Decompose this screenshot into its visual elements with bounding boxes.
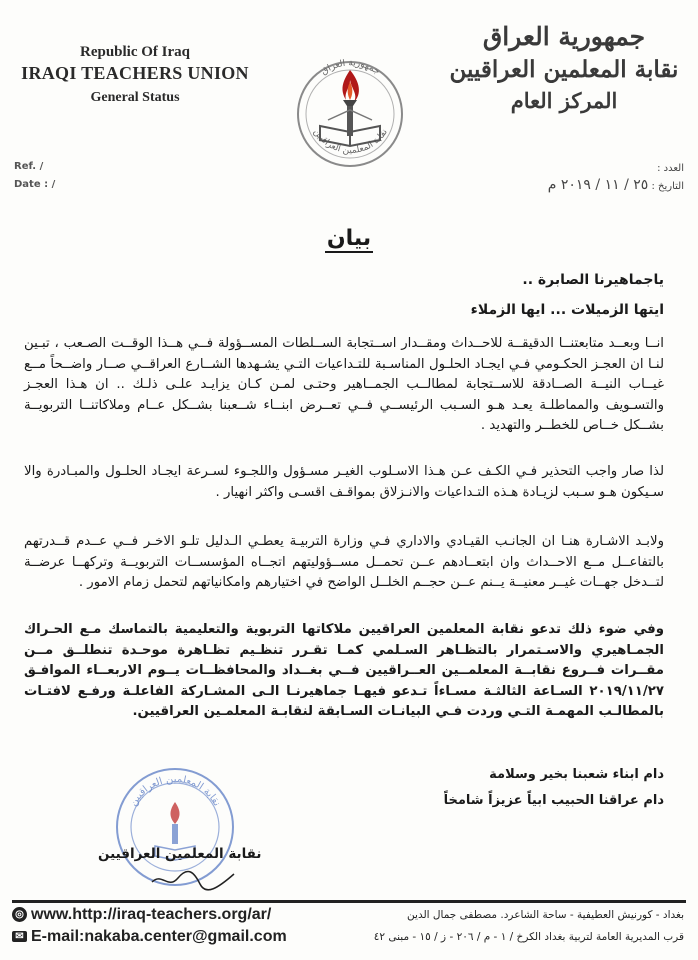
globe-icon: ◎	[12, 907, 27, 922]
republic-of-iraq-ar: جمهورية العراق	[482, 22, 646, 51]
footer-divider	[12, 900, 686, 903]
logo-top-text: جمهورية العراق	[319, 58, 382, 78]
footer-address-line-1: بغداد - كورنيش العطيفية - ساحة الشاعرد. مصطفى جمال الدين	[407, 909, 684, 921]
paragraph-3: ولابـد الاشـارة هنـا ان الجانـب القيـادي والاداري فـي وزارة التربيـة يعطـي الـدليل تلـو الاخـر فــي عــدم قــدرتهم بالتفاعــل مــع الاحــداث وان ابتعــادهم عــن تحمــل مســؤوليتهم اتجــاه المؤسســات التربويــة وتركهــا عرضــة لتــدخل جهــات غيــر معنيــة يــنم عــن حجــم الخلــل الواضح في اختيارهم وامكانياتهم لتحمل زمام الامور .	[24, 534, 664, 590]
envelope-icon: ✉	[12, 931, 27, 942]
salutation-1: ياجماهيرنا الصابرة ..	[522, 272, 664, 288]
email-text: E-mail:nakaba.center@gmail.com	[31, 928, 287, 945]
paragraph-1: انــا وبعــد متابعتنــا الدقيقــة للاحــداث ومقــدار اســتجابة الســلطات المســؤولة فــي هــذا الوقــت الصـعب ، تبـين لنـا ان العجـز الحكـومي فـي ايجـاد الحلـول المناسـبة للتـداعيات التـي يشـهدها الشــارع العراقــي صــار واضــحاً مــع غيــاب النيــة الصــادقة للاســتجابة لمطالــب الجمــاهير وحتـى لمـن كـان يزايـد علـى ذلـك .. ان هـذا العجـز والتسـويف والمماطلـة يعـد هـو السـبب الرئيســي فــي تعــرض ابنــاء شــعبنا بشــكل عــام وملاكاتنــا التربويــة بشــكل خــاص للخطــر والتهديد .	[24, 336, 664, 433]
ar-date-row	[548, 177, 684, 195]
ar-number-label: العدد :	[657, 163, 684, 174]
logo-bottom-text: نقابة المعلمين العراقيين	[311, 127, 390, 156]
date-label: Date : /	[14, 179, 56, 190]
union-logo	[288, 40, 413, 180]
arabic-letterhead	[444, 20, 684, 116]
general-center-ar: المركز العام	[510, 88, 618, 113]
ar-date-label: التاريخ :	[651, 181, 684, 192]
union-name-ar: نقابة المعلمين العراقيين	[449, 56, 679, 83]
handwritten-signature	[148, 864, 238, 894]
closing-line-2: دام عراقنا الحبيب ابياً عزيزاً شامخاً	[443, 793, 664, 808]
general-status-label: General Status	[90, 90, 180, 105]
paragraph-2: لذا صار واجب التحذير فـي الكـف عـن هـذا الاسـلوب الغيـر مسـؤول واللجـوء لسـرعة ايجـاد الحلـول والمبـادرة والا سـيكون هـو سـبب لزيـادة هـذه التـداعيات والانـزلاق بمواقـف اقسـى واكثر انهيار .	[24, 464, 664, 500]
salutation-2: ايتها الزميلات ... ايها الزملاء	[470, 302, 664, 318]
reference-fields-ar	[548, 160, 684, 195]
statement-title-text: بيان	[326, 226, 372, 251]
paragraph-4: وفي ضوء ذلك تدعو نقابة المعلمين العراقيين ملاكاتها التربوية والتعليمية بالتماسك مـع الحـراك الجمـاهيري والاسـتمرار بالتظـاهر السـلمي كمـا تقـرر تنظـيم تظـاهرة موحـدة تنطلــق مــن مقــرات فــروع نقابــة المعلمــين العــراقيين فــي بغــداد والمحافظــات يــوم الاربعــاء الموافـق ٢٠١٩/١١/٢٧ السـاعة الثالثـة مسـاءاً تـدعو فيهـا جماهيرنـا الـى المشـاركة الفاعلـة ورفـع لافتـات بالمطالـب المهمـة التـي وردت فـي البيانـات السـابقة لنقابـة المعلمـين العراقيين.	[24, 622, 664, 719]
footer-email[interactable]	[12, 928, 287, 946]
signature-name: نقابة المعلمين العراقيين	[98, 846, 262, 862]
footer-address-line-2: قرب المديرية العامة لتربية بغداد الكرخ / ١ - م / ٢٠٦ - ز / ١٥ - مبنى ٤٢	[373, 931, 684, 943]
english-letterhead	[20, 44, 250, 106]
reference-fields-en	[14, 158, 55, 194]
footer-website[interactable]	[12, 906, 271, 924]
website-text: www.http://iraq-teachers.org/ar/	[31, 906, 272, 923]
seal-text: نقابة المعلمين العراقيين	[127, 773, 223, 809]
ar-date-value: ٢٥ / ١١ / ٢٠١٩ م	[547, 177, 649, 193]
closing-line-1: دام ابناء شعبنا بخير وسلامة	[489, 767, 664, 782]
union-name-en: IRAQI TEACHERS UNION	[21, 63, 249, 83]
ref-label: Ref. /	[14, 161, 44, 172]
republic-of-iraq-label: Republic Of Iraq	[79, 44, 190, 60]
statement-title	[0, 226, 698, 251]
